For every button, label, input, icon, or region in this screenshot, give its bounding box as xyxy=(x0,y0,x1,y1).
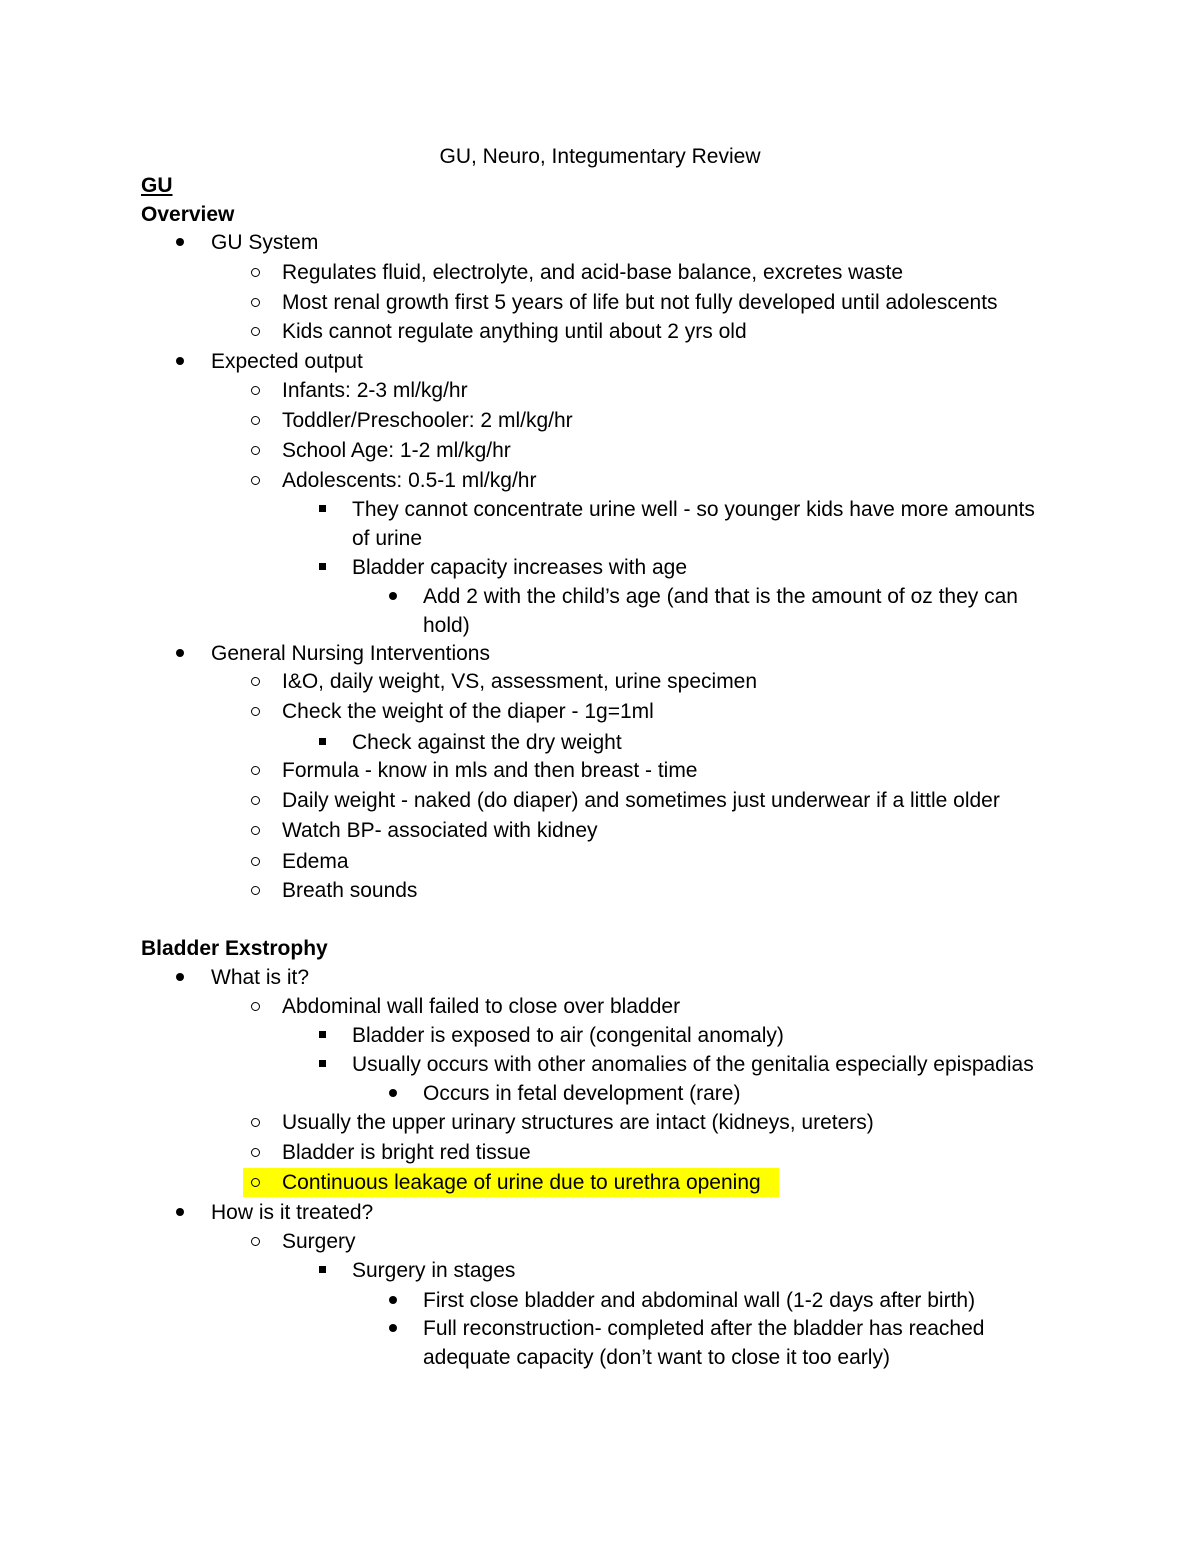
bullet-circle-icon xyxy=(243,1138,267,1167)
bullet-circle-icon xyxy=(243,466,267,495)
bullet-circle-icon xyxy=(243,876,267,905)
bullet-dot-icon xyxy=(381,582,405,611)
document-page: GU, Neuro, Integumentary Review GU Overview GU System Regulates fluid, electrolyte, and acid-base balance, excretes waste Most renal growth first 5 years of life but not fully developed until adolescents Kids cannot regulate anything until about 2 yrs old Expected output Infants: 2-3 ml/kg/hr Toddler/Preschooler: 2 ml/kg/hr School Age: 1-2 ml/kg/hr Adolescents: 0.5-1 ml/kg/hr They cannot concentrate urine well - so younger kids have more amounts of urine Bladder capacity increases with age Add 2 with the child’s age (and that is the amount of oz they can hold) General Nursing Interventions I&O, daily weight, VS, assessment, urine specimen Check the weight of the diaper - 1g=1ml Check against the dry weight Formula - know in mls and then breast - time Daily weight - naked (do diaper) and sometimes just underwear if a little older Watch BP- associated with kidney Edema Breath sounds Bladder Exstrophy What is it? Abdominal wall failed to close over bladder Bladder is exposed to air (congenital anomaly) Usually occurs with other anomalies of the genitalia especially epispadias Occurs in fetal development (rare) Usually the upper urinary structures are intact (kidneys, ureters) Bladder is bright red tissue Continuous leakage of urine due to urethra opening How is it treated? Surgery Surgery in stages First close bladder and abdominal wall (1-2 days after birth) Full reconstruction- completed after the bladder has reached adequate capacity (don’t want to close it too early) xyxy=(0,0,1200,1553)
heading-bladder-exstrophy: Bladder Exstrophy xyxy=(141,937,328,960)
bullet-circle-icon xyxy=(243,1227,267,1256)
bullet-square-icon xyxy=(310,1256,334,1285)
bullet-square-icon xyxy=(310,1050,334,1079)
bullet-circle-icon xyxy=(243,406,267,435)
bullet-circle-icon xyxy=(243,756,267,785)
bullet-dot-icon xyxy=(168,228,192,257)
bullet-circle-icon xyxy=(243,667,267,696)
bullet-dot-icon xyxy=(381,1079,405,1108)
document-title: GU, Neuro, Integumentary Review xyxy=(439,145,761,168)
bullet-square-icon xyxy=(310,495,334,524)
bullet-dot-icon xyxy=(168,639,192,668)
bullet-circle-icon xyxy=(243,786,267,815)
bullet-circle-icon xyxy=(243,816,267,845)
bullet-dot-icon xyxy=(168,1198,192,1227)
bullet-square-icon xyxy=(310,1021,334,1050)
bullet-circle-icon xyxy=(243,1108,267,1137)
bullet-dot-icon xyxy=(168,963,192,992)
bullet-circle-icon xyxy=(243,1168,267,1197)
bullet-square-icon xyxy=(310,728,334,757)
bullet-circle-icon xyxy=(243,992,267,1021)
heading-overview: Overview xyxy=(141,203,235,226)
bullet-circle-icon xyxy=(243,697,267,726)
section-heading-gu: GU xyxy=(141,174,173,197)
bullet-circle-icon xyxy=(243,847,267,876)
bullet-dot-icon xyxy=(168,347,192,376)
bullet-square-icon xyxy=(310,553,334,582)
bullet-dot-icon xyxy=(381,1286,405,1315)
bullet-circle-icon xyxy=(243,317,267,346)
bullet-circle-icon xyxy=(243,376,267,405)
bullet-circle-icon xyxy=(243,258,267,287)
bullet-circle-icon xyxy=(243,288,267,317)
bullet-dot-icon xyxy=(381,1314,405,1343)
bullet-circle-icon xyxy=(243,436,267,465)
